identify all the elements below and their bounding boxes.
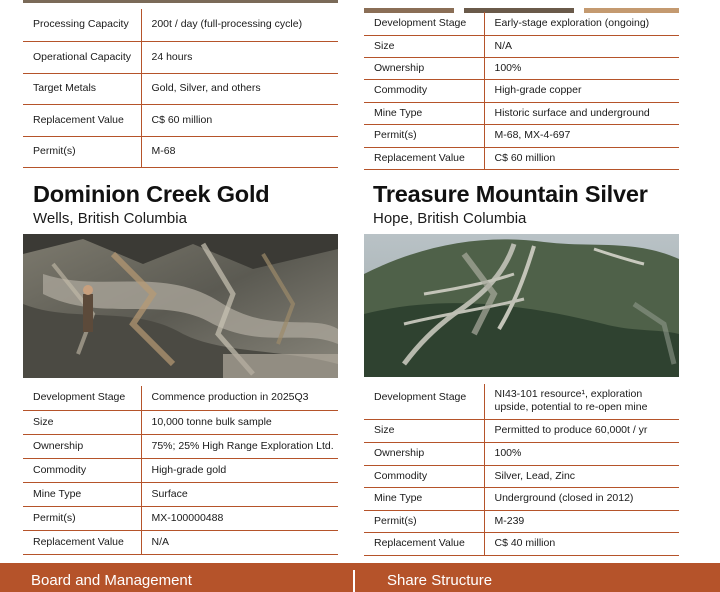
table-row (23, 410, 338, 434)
spec-value: Silver, Lead, Zinc (484, 465, 679, 487)
spec-key: Replacement Value (364, 147, 484, 169)
spec-key: Ownership (364, 442, 484, 465)
spec-value: 100% (484, 442, 679, 465)
spec-value: M-239 (484, 510, 679, 532)
project-title-dominion: Dominion Creek Gold (33, 181, 270, 207)
spec-key: Mine Type (364, 102, 484, 124)
spec-value: Historic surface and underground (484, 102, 679, 124)
table-row (23, 482, 338, 506)
spec-value: 75%; 25% High Range Exploration Ltd. (141, 434, 338, 458)
spec-key: Permit(s) (364, 510, 484, 532)
spec-value: M-68, MX-4-697 (484, 124, 679, 147)
table-row (364, 79, 679, 102)
footer-divider (353, 570, 355, 592)
spec-key: Permit(s) (23, 136, 141, 167)
table-row (23, 386, 338, 410)
spec-value: NI43-101 resource¹, exploration upside, potential to re-open mine (484, 384, 679, 419)
table-row (364, 419, 679, 442)
spec-value: C$ 40 million (484, 532, 679, 555)
table-row (364, 124, 679, 147)
table-row (364, 465, 679, 487)
dominion-specs (23, 386, 338, 555)
table-row (23, 41, 338, 73)
footer-board-management[interactable]: Board and Management (31, 572, 192, 589)
table-row (23, 73, 338, 104)
spec-key: Replacement Value (364, 532, 484, 555)
spec-key: Mine Type (23, 482, 141, 506)
spec-key: Development Stage (23, 386, 141, 410)
spec-value: C$ 60 million (484, 147, 679, 169)
spec-value: N/A (141, 530, 338, 554)
table-row (364, 442, 679, 465)
spec-key: Permit(s) (23, 506, 141, 530)
top-left-specs (23, 9, 338, 168)
spec-value: Underground (closed in 2012) (484, 487, 679, 510)
spec-key: Replacement Value (23, 104, 141, 136)
spec-key: Target Metals (23, 73, 141, 104)
spec-key: Commodity (364, 79, 484, 102)
table-row (364, 487, 679, 510)
table-row (364, 35, 679, 57)
treasure-site-photo (364, 234, 679, 377)
spec-value: 24 hours (141, 41, 338, 73)
project-location-dominion: Wells, British Columbia (33, 210, 187, 227)
table-row (23, 136, 338, 167)
spec-key: Replacement Value (23, 530, 141, 554)
spec-key: Commodity (23, 458, 141, 482)
top-left-spec-table (23, 9, 338, 168)
treasure-spec-table (364, 384, 679, 556)
spec-value: Permitted to produce 60,000t / yr (484, 419, 679, 442)
table-row (23, 530, 338, 554)
spec-key: Development Stage (364, 384, 484, 419)
table-row (364, 532, 679, 555)
table-row (364, 510, 679, 532)
spec-key: Size (364, 35, 484, 57)
spec-value: Commence production in 2025Q3 (141, 386, 338, 410)
footer-bar (0, 563, 720, 592)
spec-key: Operational Capacity (23, 41, 141, 73)
top-left-photo-fragment (23, 0, 338, 3)
spec-value: High-grade copper (484, 79, 679, 102)
spec-value: Early-stage exploration (ongoing) (484, 12, 679, 35)
dominion-spec-table (23, 386, 338, 555)
spec-key: Permit(s) (364, 124, 484, 147)
top-right-photo-fragment (364, 0, 679, 5)
table-row (364, 102, 679, 124)
spec-value: C$ 60 million (141, 104, 338, 136)
table-row (364, 147, 679, 169)
top-right-spec-table (364, 12, 679, 170)
spec-value: 200t / day (full-processing cycle) (141, 9, 338, 41)
spec-key: Mine Type (364, 487, 484, 510)
spec-key: Development Stage (364, 12, 484, 35)
spec-key: Ownership (364, 57, 484, 79)
spec-value: 100% (484, 57, 679, 79)
table-row (364, 384, 679, 419)
spec-value: N/A (484, 35, 679, 57)
spec-value: MX-100000488 (141, 506, 338, 530)
top-right-specs (364, 12, 679, 170)
spec-key: Ownership (23, 434, 141, 458)
project-location-treasure: Hope, British Columbia (373, 210, 527, 227)
spec-key: Size (23, 410, 141, 434)
table-row (23, 434, 338, 458)
treasure-specs (364, 384, 679, 556)
table-row (23, 506, 338, 530)
table-row (364, 12, 679, 35)
spec-value: M-68 (141, 136, 338, 167)
project-title-treasure: Treasure Mountain Silver (373, 181, 648, 207)
table-row (23, 9, 338, 41)
table-row (364, 57, 679, 79)
spec-value: 10,000 tonne bulk sample (141, 410, 338, 434)
table-row (23, 458, 338, 482)
spec-value: Surface (141, 482, 338, 506)
spec-value: High-grade gold (141, 458, 338, 482)
spec-key: Size (364, 419, 484, 442)
spec-key: Processing Capacity (23, 9, 141, 41)
spec-value: Gold, Silver, and others (141, 73, 338, 104)
spec-key: Commodity (364, 465, 484, 487)
table-row (23, 104, 338, 136)
footer-share-structure[interactable]: Share Structure (387, 572, 493, 589)
dominion-site-photo (23, 234, 338, 378)
